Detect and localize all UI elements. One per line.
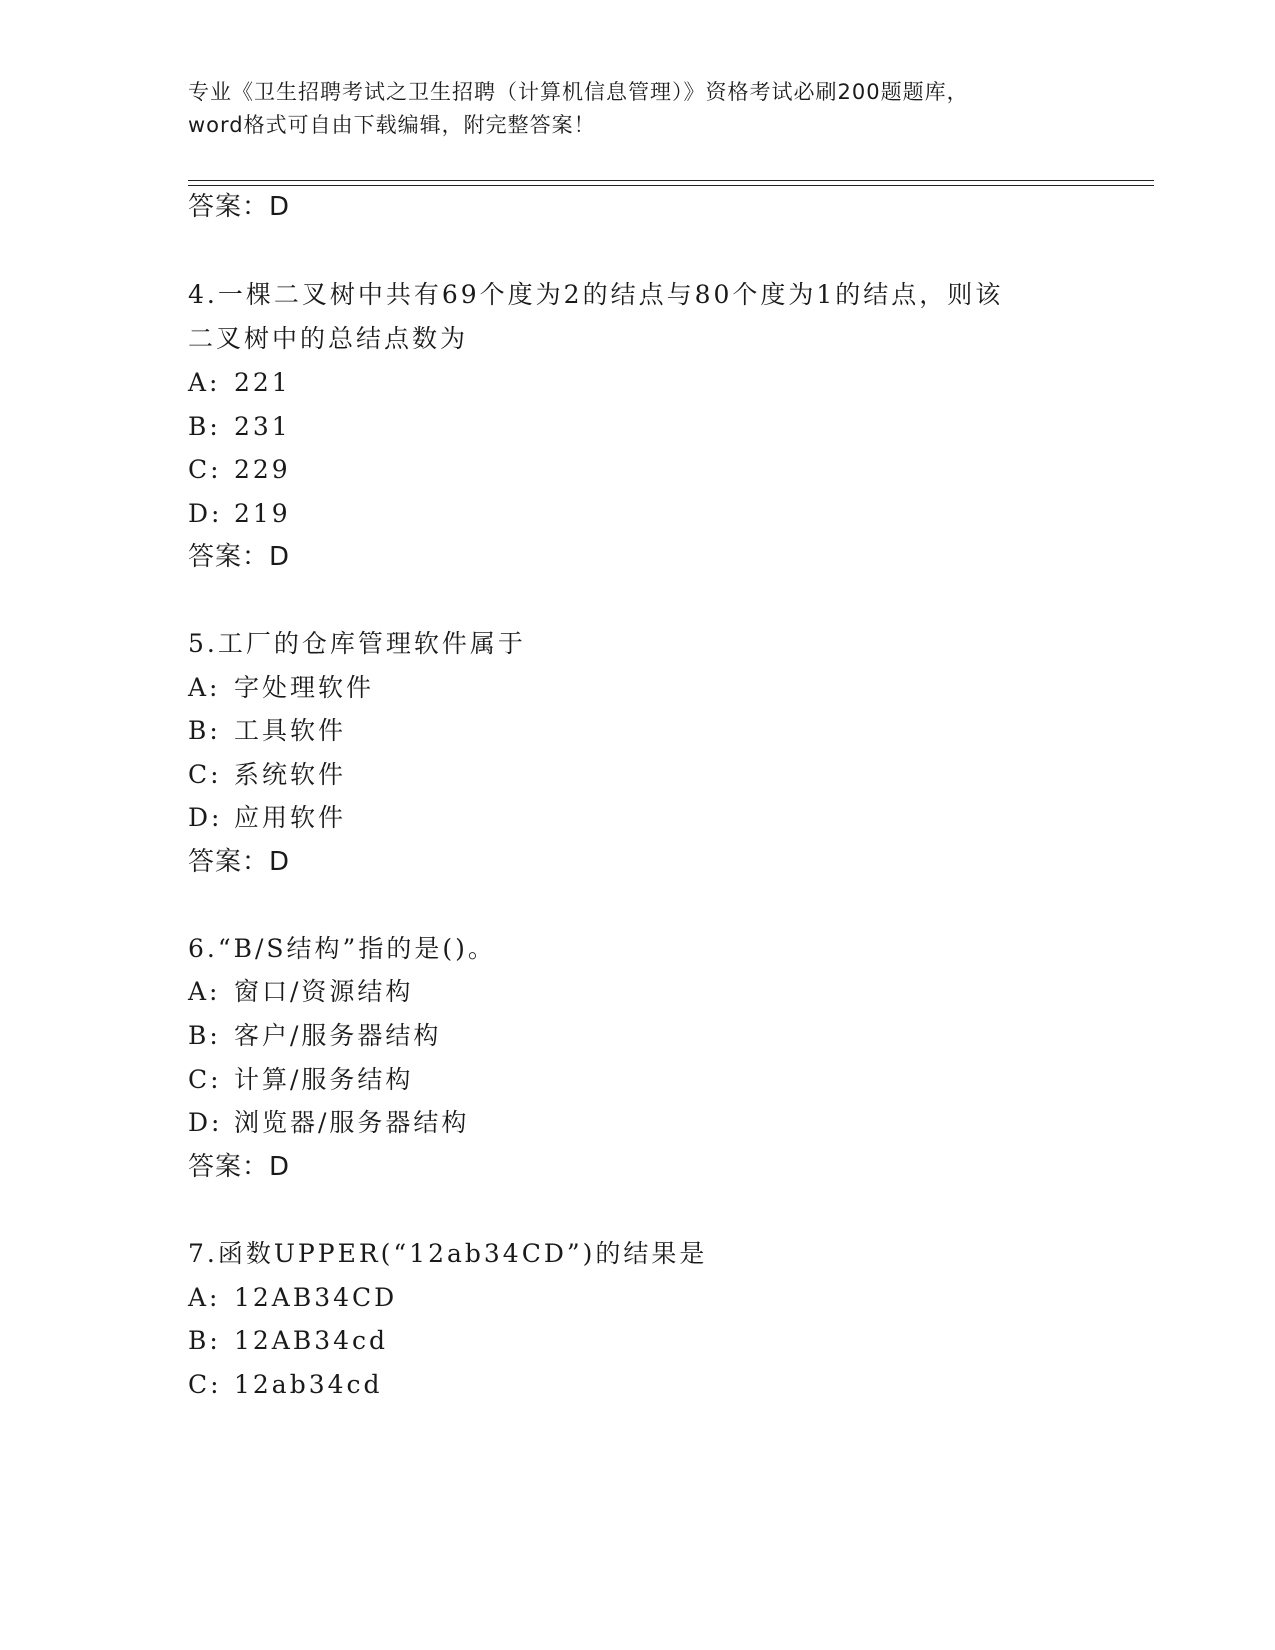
option-letter: B: — [188, 716, 221, 745]
option-item — [188, 801, 346, 835]
question-stem: 7.函数UPPER(“12ab34CD”)的结果是 — [188, 1239, 708, 1268]
question-stem: 5.工厂的仓库管理软件属于 — [188, 629, 526, 658]
option-letter: C: — [188, 1370, 222, 1399]
option-item — [188, 1368, 383, 1402]
option-letter: C: — [188, 1065, 222, 1094]
option-letter: D: — [188, 803, 223, 832]
option-item — [188, 1063, 413, 1097]
answer-label: 答案：D — [188, 847, 291, 877]
option-text: 窗口/资源结构 — [234, 977, 414, 1006]
question-stem: 6.“B/S结构”指的是()。 — [188, 934, 496, 963]
question-stem-continued: 二叉树中的总结点数为 — [188, 324, 469, 353]
option-item — [188, 671, 374, 705]
header-title-line-1: 专业《卫生招聘考试之卫生招聘（计算机信息管理）》资格考试必刷200题题库， — [188, 80, 969, 104]
option-item — [188, 714, 346, 748]
answer-label: 答案：D — [188, 192, 291, 222]
header-title-line-2: word格式可自由下载编辑，附完整答案！ — [188, 113, 596, 137]
document-header — [188, 76, 1088, 142]
option-text: 计算/服务结构 — [234, 1065, 414, 1094]
option-text: 客户/服务器结构 — [234, 1021, 442, 1050]
option-letter: A: — [188, 673, 221, 702]
option-item — [188, 975, 413, 1009]
option-letter: A: — [188, 368, 221, 397]
option-item — [188, 453, 291, 487]
option-text: 浏览器/服务器结构 — [234, 1108, 470, 1137]
option-letter: C: — [188, 760, 222, 789]
question-stem: 4.一棵二叉树中共有69个度为2的结点与80个度为1的结点，则该 — [188, 280, 1004, 309]
option-item — [188, 1019, 441, 1053]
option-letter: A: — [188, 977, 221, 1006]
option-item — [188, 1324, 388, 1358]
option-text: 221 — [234, 368, 291, 397]
header-divider-bottom — [188, 185, 1154, 186]
option-item — [188, 366, 291, 400]
option-letter: A: — [188, 1283, 221, 1312]
option-letter: B: — [188, 412, 221, 441]
option-item — [188, 1281, 397, 1315]
answer-label: 答案：D — [188, 542, 291, 572]
option-letter: C: — [188, 455, 222, 484]
option-text: 系统软件 — [234, 760, 347, 789]
option-text: 应用软件 — [234, 803, 347, 832]
option-item — [188, 758, 346, 792]
option-letter: D: — [188, 499, 223, 528]
option-letter: B: — [188, 1326, 221, 1355]
header-divider-top — [188, 180, 1154, 181]
option-text: 231 — [234, 412, 291, 441]
option-item — [188, 497, 291, 531]
option-text: 字处理软件 — [234, 673, 375, 702]
option-item — [188, 410, 291, 444]
option-text: 12AB34CD — [234, 1283, 398, 1312]
option-text: 229 — [234, 455, 291, 484]
option-text: 12AB34cd — [234, 1326, 389, 1355]
option-item — [188, 1106, 469, 1140]
answer-label: 答案：D — [188, 1152, 291, 1182]
option-text: 工具软件 — [234, 716, 347, 745]
option-text: 12ab34cd — [234, 1370, 383, 1399]
option-text: 219 — [234, 499, 291, 528]
option-letter: B: — [188, 1021, 221, 1050]
option-letter: D: — [188, 1108, 223, 1137]
